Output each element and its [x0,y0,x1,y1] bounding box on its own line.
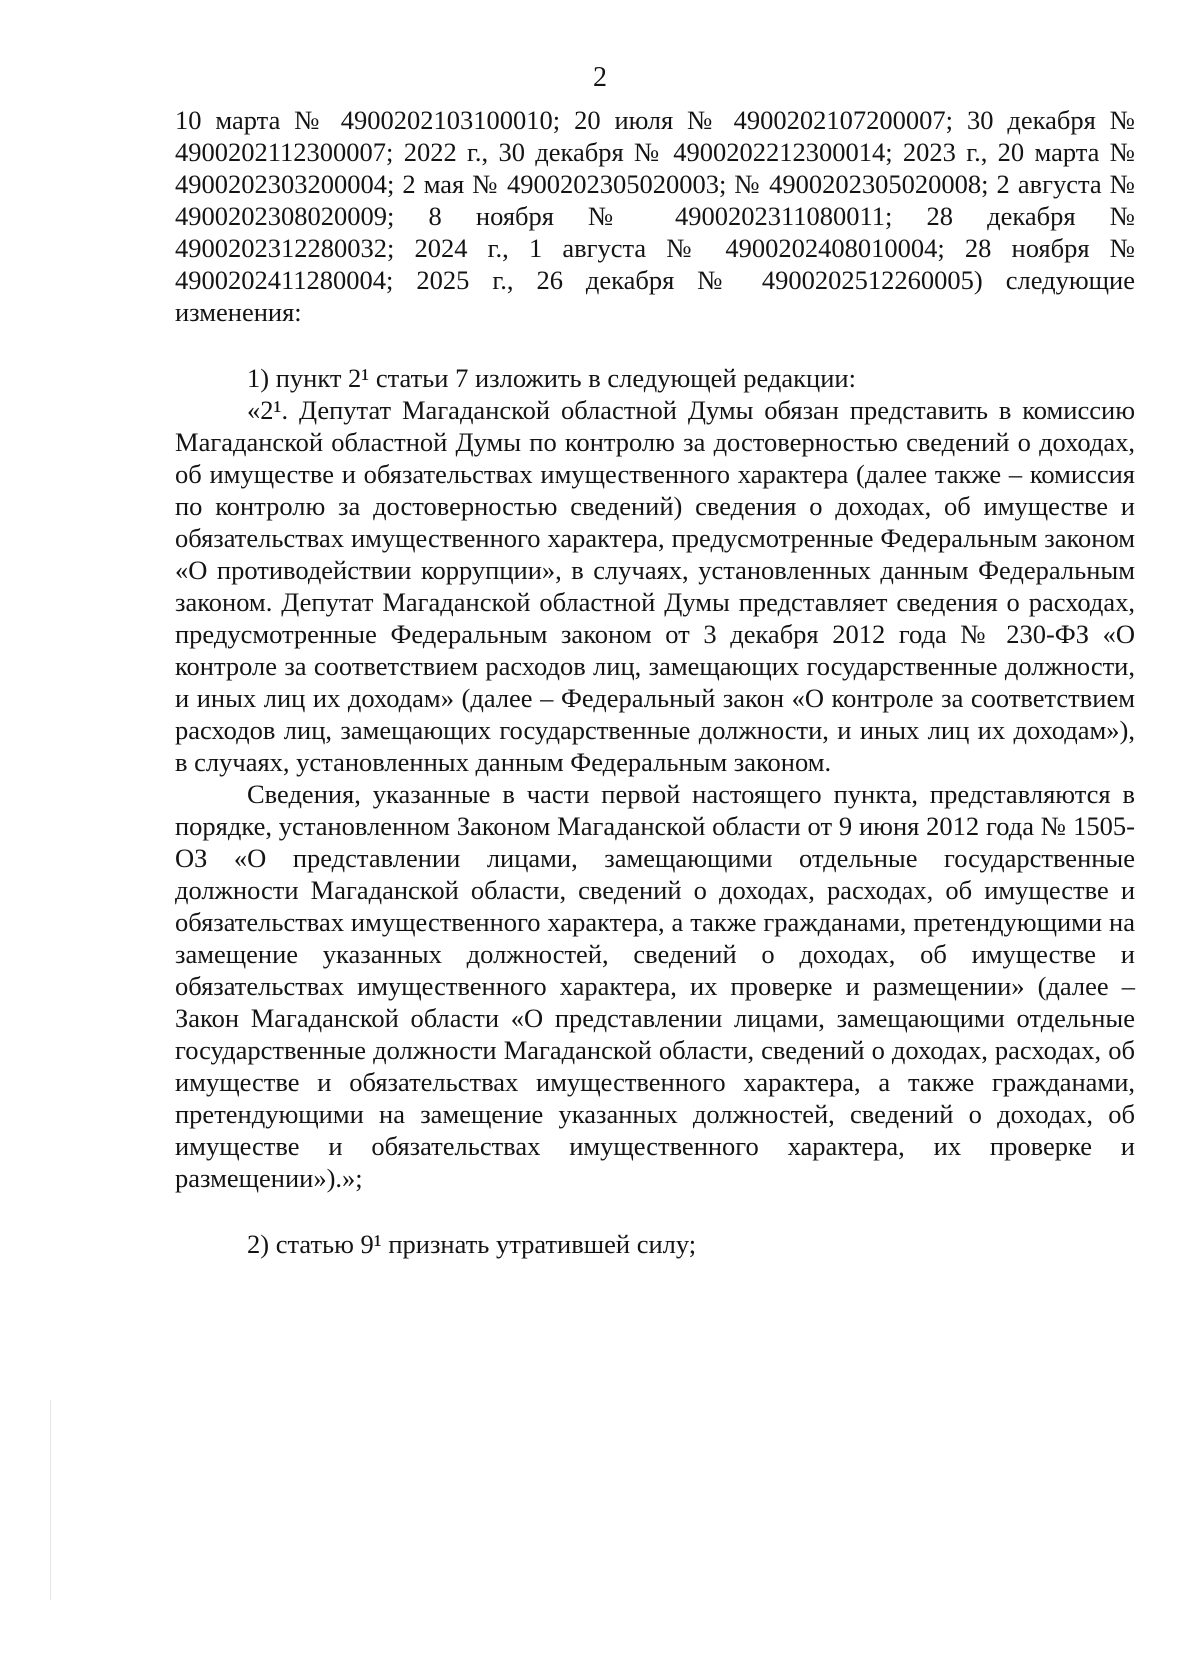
document-body [175,104,1135,1260]
scan-edge-line [50,1400,51,1600]
paragraph-item-1-heading: 1) пункт 2¹ статьи 7 изложить в следующей редакции: [247,363,856,393]
page-number: 2 [593,62,607,93]
paragraph-item-1-text-part-2: Сведения, указанные в части первой настоящего пункта, представляются в порядке, установленном Законом Магаданской области от 9 июня 2012 года № 1505-ОЗ «О представлении лицами, замещающими отдельные государственные должности Магаданской области, сведений о доходах, расходах, об имуществе и обязательствах имущественного характера, а также гражданами, претендующими на замещение указанных должностей, сведений о доходах, об имуществе и обязательствах имущественного характера, их проверке и размещении» (далее – Закон Магаданской области «О представлении лицами, замещающими отдельные государственные должности Магаданской области, сведений о доходах, расходах, об имуществе и обязательствах имущественного характера, а также гражданами, претендующими на замещение указанных должностей, сведений о доходах, об имуществе и обязательствах имущественного характера, их проверке и размещении»).»; [175,779,1135,1193]
paragraph-amendment-sources: 10 марта № 4900202103100010; 20 июля № 4900202107200007; 30 декабря № 4900202112300007; 2022 г., 30 декабря № 4900202212300014; 2023 г., 20 марта № 4900202303200004; 2 мая № 4900202305020003; № 4900202305020008; 2 августа № 4900202308020009; 8 ноября № 4900202311080011; 28 декабря № 4900202312280032; 2024 г., 1 августа № 4900202408010004; 28 ноября № 4900202411280004; 2025 г., 26 декабря № 4900202512260005) следующие изменения: [175,105,1135,327]
paragraph-item-2: 2) статью 9¹ признать утратившей силу; [247,1229,697,1259]
paragraph-item-1-text-part-1: «2¹. Депутат Магаданской областной Думы обязан представить в комиссию Магаданской областной Думы по контролю за достоверностью сведений о доходах, об имуществе и обязательствах имущественного характера (далее также – комиссия по контролю за достоверностью сведений) сведения о доходах, об имуществе и обязательствах имущественного характера, предусмотренные Федеральным законом «О противодействии коррупции», в случаях, установленных данным Федеральным законом. Депутат Магаданской областной Думы представляет сведения о расходах, предусмотренные Федеральным законом от 3 декабря 2012 года № 230-ФЗ «О контроле за соответствием расходов лиц, замещающих государственные должности, и иных лиц их доходам» (далее – Федеральный закон «О контроле за соответствием расходов лиц, замещающих государственные должности, и иных лиц их доходам»), в случаях, установленных данным Федеральным законом. [175,395,1135,777]
